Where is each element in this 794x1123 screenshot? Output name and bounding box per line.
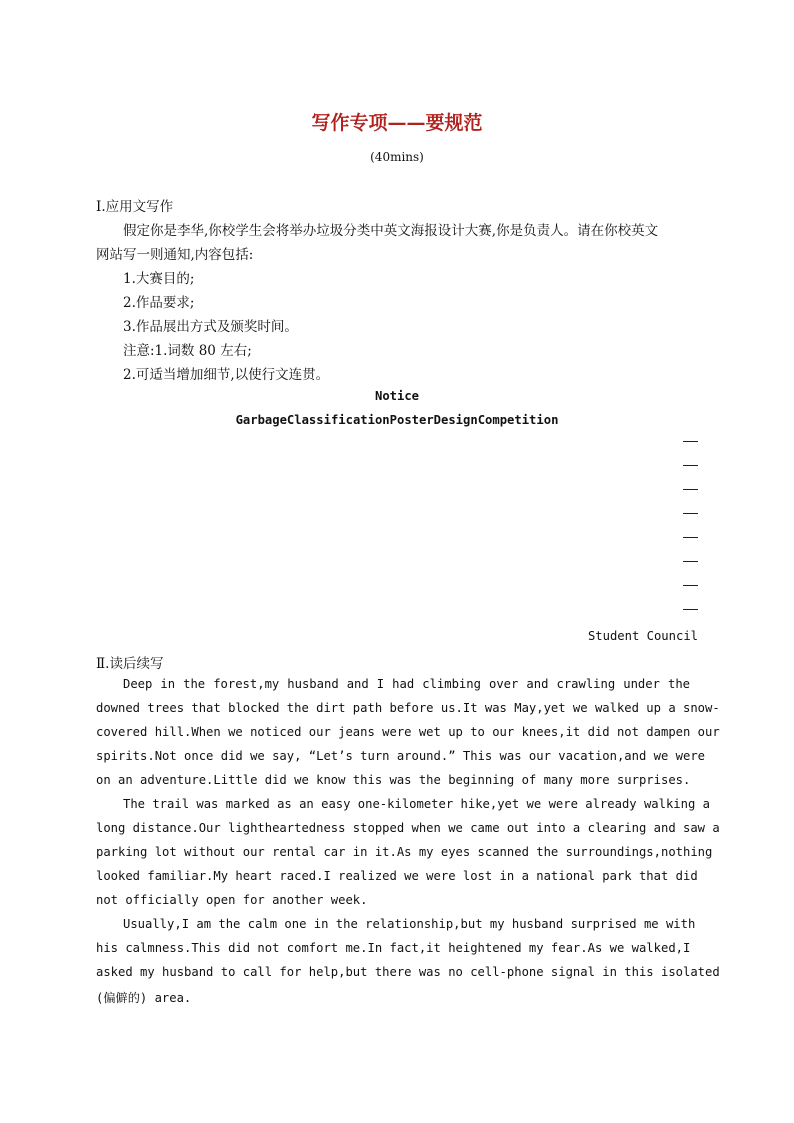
passage-line: not officially open for another week. bbox=[96, 893, 368, 907]
passage-line: spirits.Not once did we say, “Let’s turn around.” This was our vacation,and we were bbox=[96, 749, 706, 763]
passage-line: (偏僻的) area. bbox=[96, 991, 192, 1005]
requirement-item: 1.大赛目的; bbox=[123, 271, 195, 287]
passage-line: The trail was marked as an easy one-kilometer hike,yet we were already walking a bbox=[123, 797, 710, 811]
requirement-item: 2.作品要求; bbox=[123, 295, 195, 311]
note-line-1: 注意:1.词数 80 左右; bbox=[123, 343, 252, 359]
page-title: 写作专项——要规范 bbox=[311, 112, 483, 134]
answer-line bbox=[683, 585, 698, 586]
passage-line: Deep in the forest,my husband and I had climbing over and crawling under the bbox=[123, 677, 690, 691]
section2-heading: Ⅱ.读后续写 bbox=[96, 656, 164, 672]
answer-line bbox=[683, 513, 698, 514]
passage-line: his calmness.This did not comfort me.In fact,it heightened my fear.As we walked,I bbox=[96, 941, 691, 955]
answer-line bbox=[683, 489, 698, 490]
passage-line: on an adventure.Little did we know this was the beginning of many more surprises. bbox=[96, 773, 691, 787]
answer-lines bbox=[683, 441, 698, 633]
section1-heading: Ⅰ.应用文写作 bbox=[96, 199, 174, 215]
notice-title: Notice bbox=[374, 389, 420, 403]
answer-line bbox=[683, 465, 698, 466]
page-subtitle: (40mins) bbox=[370, 150, 424, 164]
passage-line: asked my husband to call for help,but there was no cell-phone signal in this isolated bbox=[96, 965, 720, 979]
requirement-item: 3.作品展出方式及颁奖时间。 bbox=[123, 319, 298, 335]
signature: Student Council bbox=[587, 629, 698, 643]
answer-line bbox=[683, 609, 698, 610]
passage-line: looked familiar.My heart raced.I realized we were lost in a national park that did bbox=[96, 869, 698, 883]
passage-line: downed trees that blocked the dirt path before us.It was May,yet we walked up a snow- bbox=[96, 701, 720, 715]
notice-subtitle: GarbageClassificationPosterDesignCompetition bbox=[235, 413, 559, 427]
passage-line: covered hill.When we noticed our jeans were wet up to our knees,it did not dampen our bbox=[96, 725, 720, 739]
answer-line bbox=[683, 537, 698, 538]
note-line-2: 2.可适当增加细节,以使行文连贯。 bbox=[123, 367, 330, 383]
answer-line bbox=[683, 561, 698, 562]
prompt-line-1: 假定你是李华,你校学生会将举办垃圾分类中英文海报设计大赛,你是负责人。请在你校英文 bbox=[123, 223, 659, 239]
prompt-line-2: 网站写一则通知,内容包括: bbox=[96, 247, 254, 263]
answer-line bbox=[683, 441, 698, 442]
passage-line: Usually,I am the calm one in the relationship,but my husband surprised me with bbox=[123, 917, 696, 931]
passage-line: parking lot without our rental car in it.As my eyes scanned the surroundings,nothing bbox=[96, 845, 713, 859]
passage-line: long distance.Our lightheartedness stopped when we came out into a clearing and saw a bbox=[96, 821, 720, 835]
